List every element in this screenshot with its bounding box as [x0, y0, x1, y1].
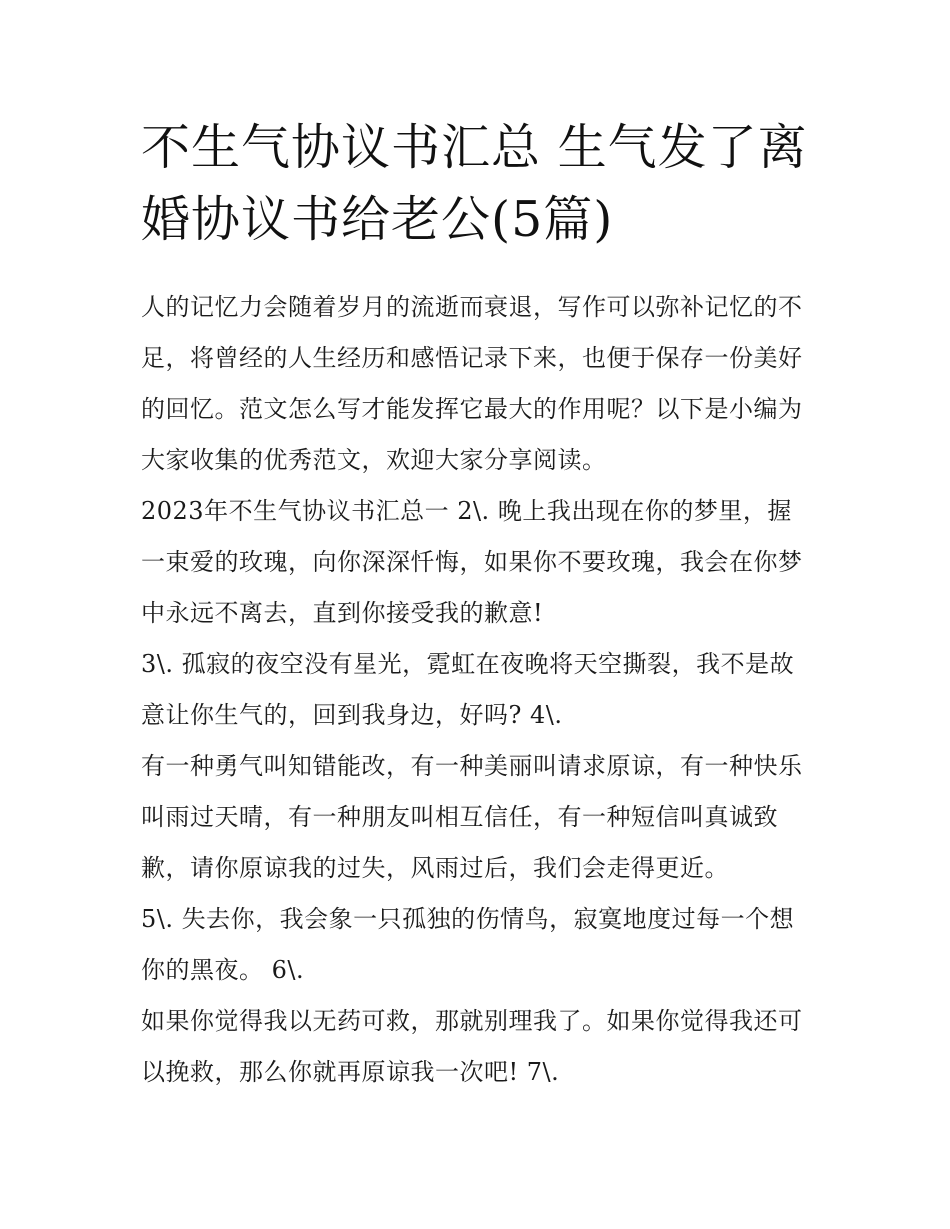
paragraph-item-6: 如果你觉得我以无药可救，那就别理我了。如果你觉得我还可以挽救，那么你就再原谅我一次吧! 7\. — [141, 1007, 803, 1086]
paragraph-item-3: 3\. 孤寂的夜空没有星光，霓虹在夜晚将天空撕裂，我不是故意让你生气的，回到我身边，好吗? 4\. — [141, 650, 795, 729]
paragraph-item-5: 5\. 失去你，我会象一只孤独的伤情鸟，寂寞地度过每一个想你的黑夜。 6\. — [141, 905, 795, 984]
paragraph-item-4: 有一种勇气叫知错能改，有一种美丽叫请求原谅，有一种快乐叫雨过天晴，有一种朋友叫相互信任，有一种短信叫真诚致歉，请你原谅我的过失，风雨过后，我们会走得更近。 — [141, 752, 803, 882]
document-title: 不生气协议书汇总 生气发了离婚协议书给老公(5篇) — [141, 119, 808, 248]
intro-paragraph: 人的记忆力会随着岁月的流逝而衰退，写作可以弥补记忆的不足，将曾经的人生经历和感悟记录下来，也便于保存一份美好的回忆。范文怎么写才能发挥它最大的作用呢？以下是小编为大家收集的优秀范文，欢迎大家分享阅读。 — [141, 293, 803, 474]
paragraph-item-2: 2023年不生气协议书汇总一 2\. 晚上我出现在你的梦里，握一束爱的玫瑰，向你深深忏悔，如果你不要玫瑰，我会在你梦中永远不离去，直到你接受我的歉意! — [141, 497, 803, 627]
